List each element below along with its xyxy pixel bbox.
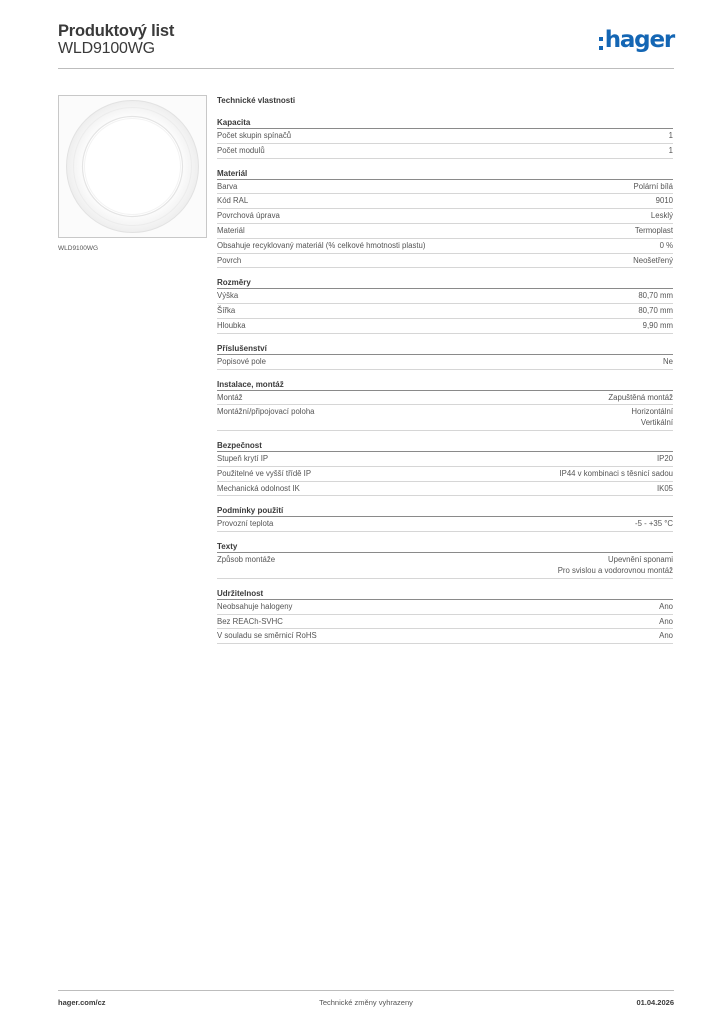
spec-row xyxy=(217,355,673,370)
spec-label: Obsahuje recyklovaný materiál (% celkové hmotnosti plastu) xyxy=(217,240,426,250)
spec-label: Montážní/připojovací poloha xyxy=(217,407,315,417)
product-image xyxy=(58,95,207,238)
spec-value: IK05 xyxy=(656,483,673,493)
header-divider xyxy=(58,68,674,69)
spec-label: Kód RAL xyxy=(217,196,249,206)
spec-row xyxy=(217,194,673,209)
spec-values xyxy=(651,211,673,222)
spec-values xyxy=(657,484,673,495)
specs-sections xyxy=(217,117,673,644)
spec-section xyxy=(217,541,673,579)
footer-divider xyxy=(58,990,674,991)
hager-logo xyxy=(599,28,674,54)
spec-label: Mechanická odolnost IK xyxy=(217,483,300,493)
specs-heading: Technické vlastnosti xyxy=(217,96,296,105)
spec-row xyxy=(217,629,673,644)
spec-value: IP44 v kombinaci s těsnicí sadou xyxy=(559,468,673,478)
section-title: Texty xyxy=(217,541,673,553)
spec-row xyxy=(217,452,673,467)
spec-label: Použitelné ve vyšší třídě IP xyxy=(217,468,312,478)
spec-values xyxy=(635,519,673,530)
spec-row xyxy=(217,180,673,195)
spec-value: Horizontální xyxy=(631,407,673,417)
spec-values xyxy=(608,393,673,404)
spec-label: Způsob montáže xyxy=(217,555,276,565)
spec-value: IP20 xyxy=(656,453,673,463)
spec-values xyxy=(660,241,673,252)
spec-value: Ano xyxy=(659,616,673,626)
footer-website: hager.com/cz xyxy=(58,998,106,1007)
spec-values xyxy=(659,602,673,613)
spec-label: Výška xyxy=(217,291,239,301)
spec-label: Povrch xyxy=(217,255,242,265)
spec-values xyxy=(558,555,673,577)
section-title: Příslušenství xyxy=(217,343,673,355)
spec-values xyxy=(635,226,673,237)
spec-values xyxy=(659,631,673,642)
spec-values xyxy=(656,196,673,207)
spec-values xyxy=(669,146,673,157)
section-title: Instalace, montáž xyxy=(217,379,673,391)
spec-values xyxy=(634,182,673,193)
spec-section xyxy=(217,117,673,159)
spec-row xyxy=(217,144,673,159)
spec-label: Stupeň krytí IP xyxy=(217,453,269,463)
technical-specs xyxy=(217,94,673,653)
spec-row xyxy=(217,517,673,532)
spec-values xyxy=(638,291,673,302)
page-footer xyxy=(58,998,674,1010)
spec-row xyxy=(217,224,673,239)
spec-value: Termoplast xyxy=(634,225,673,235)
product-code: WLD9100WG xyxy=(58,40,155,57)
section-title: Materiál xyxy=(217,168,673,180)
spec-value: Lesklý xyxy=(650,211,673,221)
logo-colon-icon xyxy=(599,37,603,50)
spec-label: Montáž xyxy=(217,392,243,402)
spec-row xyxy=(217,319,673,334)
footer-disclaimer: Technické změny vyhrazeny xyxy=(319,998,413,1007)
spec-label: Hloubka xyxy=(217,320,246,330)
spec-row xyxy=(217,129,673,144)
spec-row xyxy=(217,405,673,431)
spec-value: Vertikální xyxy=(640,418,673,428)
section-title: Bezpečnost xyxy=(217,440,673,452)
spec-row xyxy=(217,391,673,406)
spec-values xyxy=(659,617,673,628)
spec-label: Materiál xyxy=(217,225,245,235)
spec-value: 9010 xyxy=(655,196,673,206)
spec-row xyxy=(217,239,673,254)
spec-value: 80,70 mm xyxy=(638,291,673,301)
spec-section xyxy=(217,505,673,532)
section-title: Rozměry xyxy=(217,277,673,289)
spec-label: V souladu se směrnicí RoHS xyxy=(217,631,317,641)
spec-value: -5 - +35 °C xyxy=(634,519,673,529)
spec-row xyxy=(217,553,673,579)
spec-value: 1 xyxy=(668,145,673,155)
spec-section xyxy=(217,343,673,370)
page-title: Produktový list xyxy=(58,22,175,40)
spec-value: Ano xyxy=(659,631,673,641)
product-image-caption: WLD9100WG xyxy=(58,245,99,252)
spec-section xyxy=(217,168,673,269)
logo-text: hager xyxy=(604,27,674,53)
spec-label: Neobsahuje halogeny xyxy=(217,601,293,611)
spec-row xyxy=(217,600,673,615)
spec-values xyxy=(559,469,673,480)
spec-value: Upevnění sponami xyxy=(607,555,673,565)
spec-values xyxy=(633,256,673,267)
spec-value: 0 % xyxy=(659,240,673,250)
spec-label: Počet skupin spínačů xyxy=(217,131,292,140)
spec-value: Polární bílá xyxy=(633,181,673,191)
spec-label: Šířka xyxy=(217,306,236,316)
spec-label: Povrchová úprava xyxy=(217,211,280,221)
section-title: Udržitelnost xyxy=(217,588,673,600)
spec-value: Zapuštěná montáž xyxy=(608,392,673,402)
spec-row xyxy=(217,482,673,497)
round-cover-frame-icon xyxy=(59,96,206,237)
section-title: Kapacita xyxy=(217,117,673,129)
spec-section xyxy=(217,379,673,431)
spec-value: Pro svislou a vodorovnou montáž xyxy=(557,565,673,575)
footer-date: 01.04.2026 xyxy=(636,998,674,1007)
spec-value: 80,70 mm xyxy=(638,306,673,316)
spec-row xyxy=(217,615,673,630)
spec-values xyxy=(631,407,673,429)
spec-value: Ano xyxy=(659,601,673,611)
spec-row xyxy=(217,209,673,224)
spec-row xyxy=(217,467,673,482)
spec-label: Provozní teplota xyxy=(217,519,274,529)
spec-label: Bez REACh-SVHC xyxy=(217,616,283,626)
spec-value: Neošetřený xyxy=(633,255,673,265)
spec-values xyxy=(669,131,673,142)
spec-section xyxy=(217,588,673,644)
spec-row xyxy=(217,289,673,304)
spec-value: 1 xyxy=(668,131,673,140)
spec-label: Počet modulů xyxy=(217,145,265,155)
spec-values xyxy=(643,321,673,332)
section-title: Podmínky použití xyxy=(217,505,673,517)
spec-row xyxy=(217,254,673,269)
spec-label: Barva xyxy=(217,181,238,191)
spec-values xyxy=(663,357,673,368)
spec-values xyxy=(657,454,673,465)
spec-value: Ne xyxy=(663,356,673,366)
spec-value: 9,90 mm xyxy=(642,320,673,330)
spec-label: Popisové pole xyxy=(217,356,266,366)
spec-values xyxy=(638,306,673,317)
spec-section xyxy=(217,277,673,333)
spec-row xyxy=(217,304,673,319)
spec-section xyxy=(217,440,673,496)
page-header xyxy=(58,20,674,70)
